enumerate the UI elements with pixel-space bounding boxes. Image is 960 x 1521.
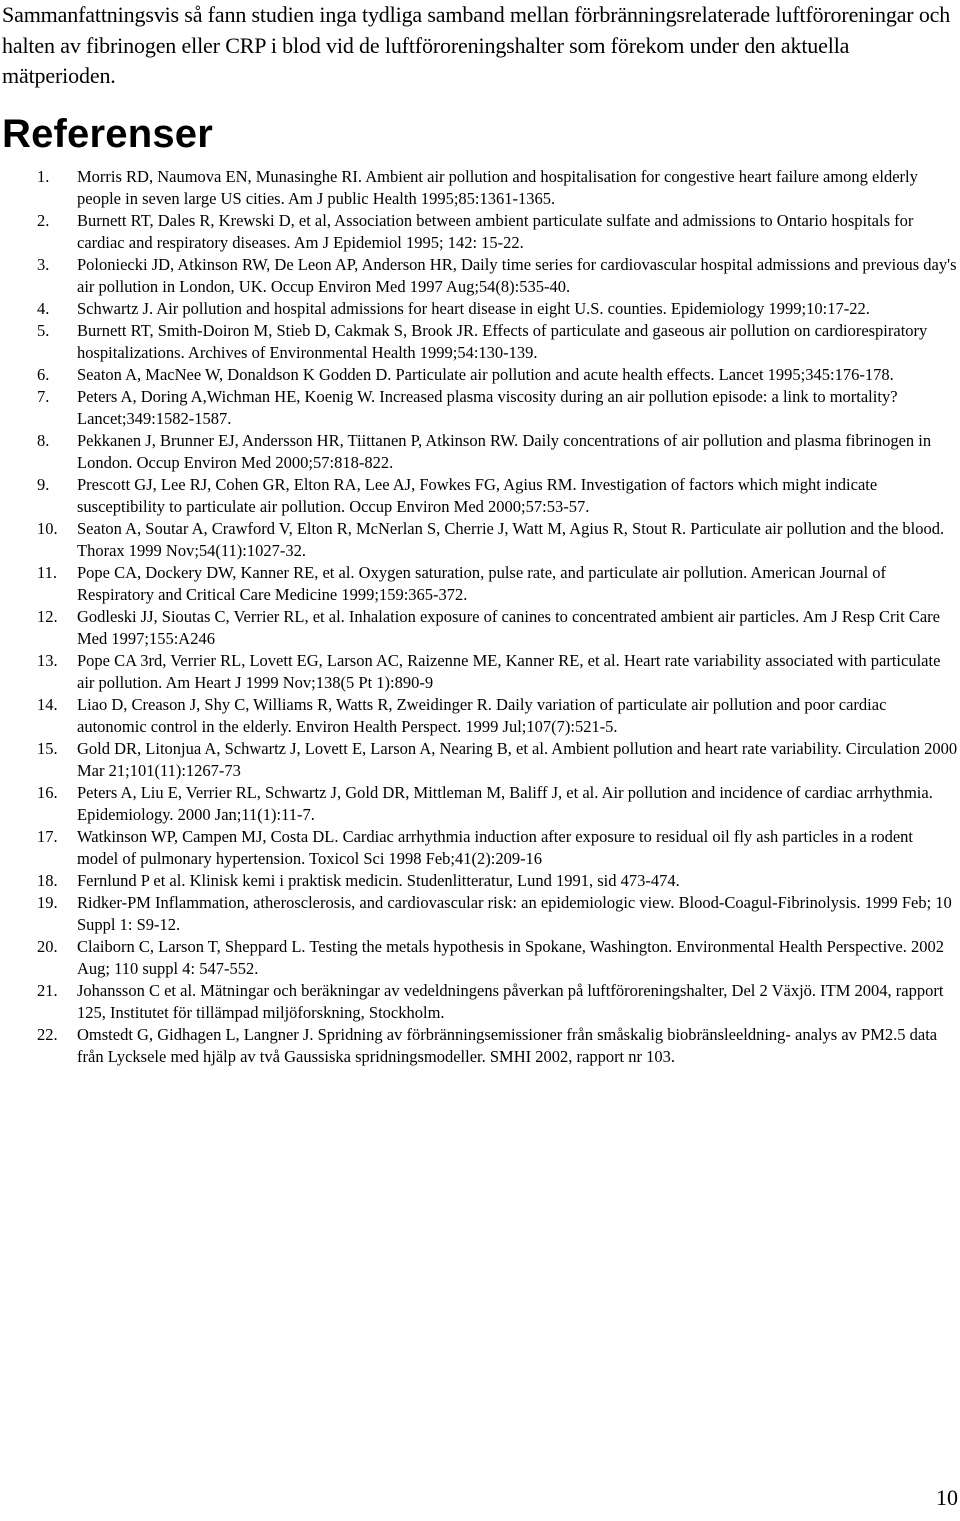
reference-number: 17. xyxy=(37,827,58,846)
reference-item xyxy=(0,364,960,386)
reference-item xyxy=(0,606,960,650)
reference-item xyxy=(0,166,960,210)
reference-text: Pekkanen J, Brunner EJ, Andersson HR, Tiittanen P, Atkinson RW. Daily concentrations of air pollution and plasma fibrinogen in London. Occup Environ Med 2000;57:818-822. xyxy=(77,431,932,472)
reference-text: Peters A, Doring A,Wichman HE, Koenig W. Increased plasma viscosity during an air pollution episode: a link to mortality? Lancet;349:1582-1587. xyxy=(77,387,898,428)
reference-item xyxy=(0,562,960,606)
reference-item xyxy=(0,430,960,474)
reference-text: Peters A, Liu E, Verrier RL, Schwartz J, Gold DR, Mittleman M, Baliff J, et al. Air pollution and incidence of cardiac arrhythmia. Epidemiology. 2000 Jan;11(1):11-7. xyxy=(77,783,933,824)
reference-text: Johansson C et al. Mätningar och beräkningar av vedeldningens påverkan på luftföroreningshalter, Del 2 Växjö. ITM 2004, rapport 125, Institutet för tillämpad miljöforskning, Stockholm. xyxy=(77,981,944,1022)
reference-number: 2. xyxy=(37,211,50,230)
reference-text: Pope CA 3rd, Verrier RL, Lovett EG, Larson AC, Raizenne ME, Kanner RE, et al. Heart rate variability associated with particulate air pollution. Am Heart J 1999 Nov;138(5 Pt 1):890-9 xyxy=(77,651,941,692)
reference-text: Morris RD, Naumova EN, Munasinghe RI. Ambient air pollution and hospitalisation for congestive heart failure among elderly people in seven large US cities. Am J public Health 1995;85:1361-1365. xyxy=(77,167,918,208)
intro-paragraph: Sammanfattningsvis så fann studien inga tydliga samband mellan förbränningsrelaterade luftföroreningar och halten av fibrinogen eller CRP i blod vid de luftföroreningshalter som förekom under den aktuella mätperioden. xyxy=(2,2,951,88)
reference-item xyxy=(0,826,960,870)
reference-item xyxy=(0,298,960,320)
reference-text: Watkinson WP, Campen MJ, Costa DL. Cardiac arrhythmia induction after exposure to residual oil fly ash particles in a rodent model of pulmonary hypertension. Toxicol Sci 1998 Feb;41(2):209-16 xyxy=(77,827,914,868)
reference-text: Burnett RT, Dales R, Krewski D, et al, Association between ambient particulate sulfate and admissions to Ontario hospitals for cardiac and respiratory diseases. Am J Epidemiol 1995; 142: 15-22. xyxy=(77,211,914,252)
reference-number: 20. xyxy=(37,937,58,956)
reference-item xyxy=(0,892,960,936)
reference-number: 7. xyxy=(37,387,50,406)
reference-item xyxy=(0,738,960,782)
reference-number: 11. xyxy=(37,563,58,582)
reference-text: Omstedt G, Gidhagen L, Langner J. Spridning av förbränningsemissioner från småskalig biobränsleeldning- analys av PM2.5 data från Lycksele med hjälp av två Gaussiska spridningsmodeller. SMHI 2002, rapport nr 103. xyxy=(77,1025,938,1066)
reference-text: Prescott GJ, Lee RJ, Cohen GR, Elton RA, Lee AJ, Fowkes FG, Agius RM. Investigation of factors which might indicate susceptibility to particulate air pollution. Occup Environ Med 2000;57:53-57. xyxy=(77,475,878,516)
reference-number: 9. xyxy=(37,475,50,494)
reference-item xyxy=(0,870,960,892)
reference-text: Liao D, Creason J, Shy C, Williams R, Watts R, Zweidinger R. Daily variation of particulate air pollution and poor cardiac autonomic control in the elderly. Environ Health Perspect. 1999 Jul;107(7):521-5. xyxy=(77,695,887,736)
reference-text: Godleski JJ, Sioutas C, Verrier RL, et al. Inhalation exposure of canines to concentrated ambient air particles. Am J Resp Crit Care Med 1997;155:A246 xyxy=(77,607,940,648)
reference-number: 10. xyxy=(37,519,58,538)
reference-number: 15. xyxy=(37,739,58,758)
reference-number: 5. xyxy=(37,321,50,340)
reference-item xyxy=(0,386,960,430)
reference-number: 22. xyxy=(37,1025,58,1044)
reference-item xyxy=(0,320,960,364)
reference-number: 1. xyxy=(37,167,50,186)
reference-number: 8. xyxy=(37,431,50,450)
reference-number: 3. xyxy=(37,255,50,274)
reference-item xyxy=(0,210,960,254)
reference-item xyxy=(0,936,960,980)
reference-text: Poloniecki JD, Atkinson RW, De Leon AP, Anderson HR, Daily time series for cardiovascular hospital admissions and previous day's air pollution in London, UK. Occup Environ Med 1997 Aug;54(8):535-40. xyxy=(77,255,957,296)
reference-list xyxy=(0,166,960,1068)
reference-number: 21. xyxy=(37,981,58,1000)
reference-number: 13. xyxy=(37,651,58,670)
reference-text: Seaton A, MacNee W, Donaldson K Godden D. Particulate air pollution and acute health effects. Lancet 1995;345:176-178. xyxy=(77,365,894,384)
reference-item xyxy=(0,782,960,826)
reference-text: Claiborn C, Larson T, Sheppard L. Testing the metals hypothesis in Spokane, Washington. Environmental Health Perspective. 2002 Aug; 110 suppl 4: 547-552. xyxy=(77,937,944,978)
reference-number: 14. xyxy=(37,695,58,714)
reference-item xyxy=(0,518,960,562)
reference-text: Ridker-PM Inflammation, atherosclerosis, and cardiovascular risk: an epidemiologic view. Blood-Coagul-Fibrinolysis. 1999 Feb; 10 Suppl 1: S9-12. xyxy=(77,893,952,934)
reference-number: 6. xyxy=(37,365,50,384)
page-number: 10 xyxy=(936,1485,958,1510)
reference-item xyxy=(0,650,960,694)
section-heading: Referenser xyxy=(2,112,214,156)
reference-number: 4. xyxy=(37,299,50,318)
reference-number: 12. xyxy=(37,607,58,626)
reference-item xyxy=(0,474,960,518)
reference-text: Pope CA, Dockery DW, Kanner RE, et al. Oxygen saturation, pulse rate, and particulate air pollution. American Journal of Respiratory and Critical Care Medicine 1999;159:365-372. xyxy=(77,563,887,604)
reference-item xyxy=(0,980,960,1024)
reference-text: Schwartz J. Air pollution and hospital admissions for heart disease in eight U.S. counties. Epidemiology 1999;10:17-22. xyxy=(77,299,870,318)
reference-text: Fernlund P et al. Klinisk kemi i praktisk medicin. Studenlitteratur, Lund 1991, sid 473-474. xyxy=(77,871,680,890)
reference-number: 19. xyxy=(37,893,58,912)
reference-item xyxy=(0,694,960,738)
reference-item xyxy=(0,254,960,298)
reference-item xyxy=(0,1024,960,1068)
reference-number: 16. xyxy=(37,783,58,802)
reference-text: Seaton A, Soutar A, Crawford V, Elton R, McNerlan S, Cherrie J, Watt M, Agius R, Stout R. Particulate air pollution and the blood. Thorax 1999 Nov;54(11):1027-32. xyxy=(77,519,945,560)
reference-number: 18. xyxy=(37,871,58,890)
reference-text: Gold DR, Litonjua A, Schwartz J, Lovett E, Larson A, Nearing B, et al. Ambient pollution and heart rate variability. Circulation 2000 Mar 21;101(11):1267-73 xyxy=(77,739,958,780)
reference-text: Burnett RT, Smith-Doiron M, Stieb D, Cakmak S, Brook JR. Effects of particulate and gaseous air pollution on cardiorespiratory hospitalizations. Archives of Environmental Health 1999;54:130-139. xyxy=(77,321,928,362)
